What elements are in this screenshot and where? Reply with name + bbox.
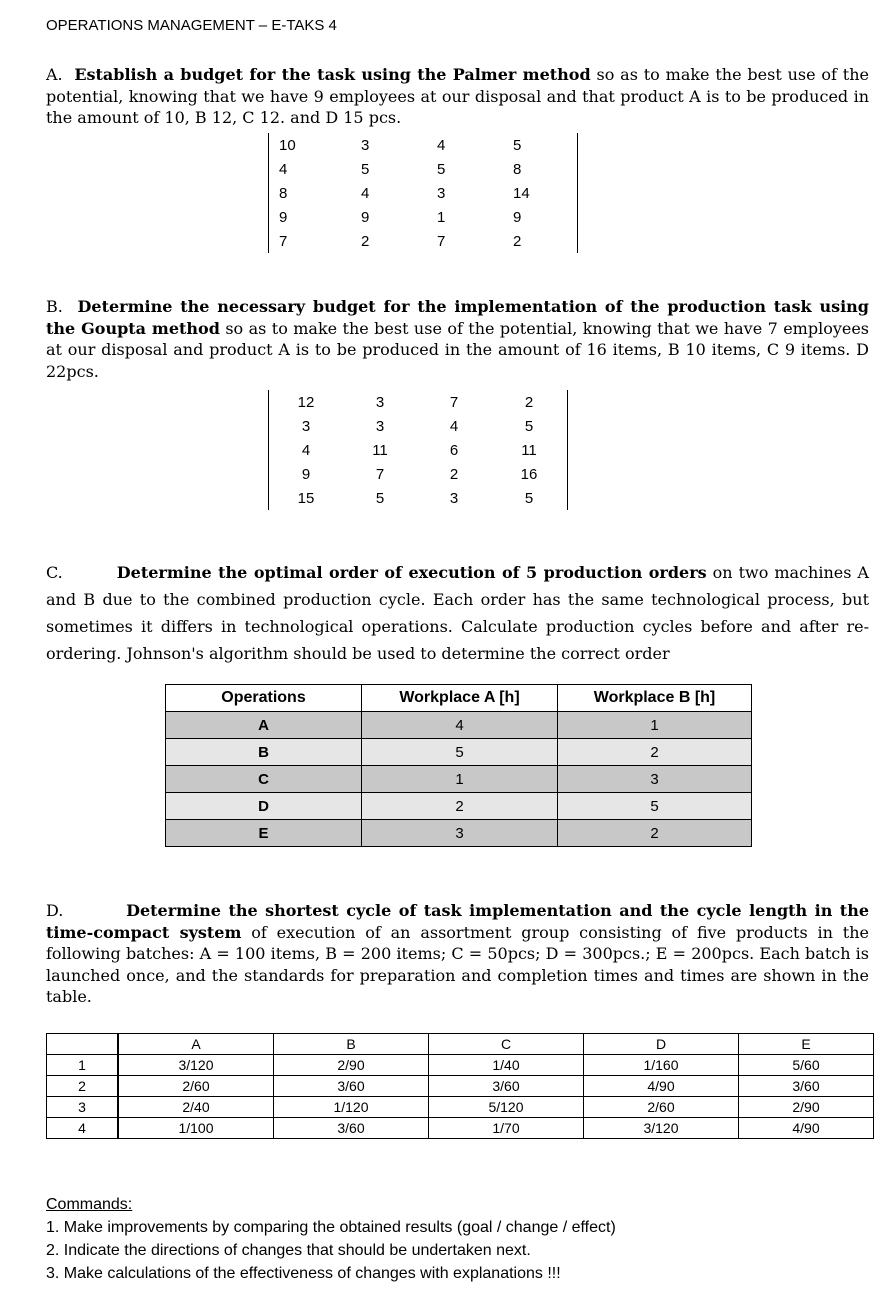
matrix-cell: 9 — [513, 205, 578, 229]
johnson-time: 1 — [362, 766, 558, 793]
times-header-e: E — [739, 1034, 874, 1055]
matrix-cell: 9 — [361, 208, 370, 226]
section-d-letter: D. — [46, 901, 64, 920]
matrix-row — [269, 390, 568, 414]
matrix-cell: 4 — [449, 417, 459, 435]
section-b-heading: Determine the necessary budget for the implementation of the production task using the Goupta method — [46, 297, 869, 338]
times-cell: 3/60 — [274, 1076, 429, 1097]
johnson-time: 2 — [558, 820, 752, 847]
johnson-time: 2 — [558, 739, 752, 766]
times-cell: 1/120 — [274, 1097, 429, 1118]
matrix-cell: 4 — [437, 136, 446, 154]
times-cell: 3/60 — [429, 1076, 584, 1097]
johnson-row — [166, 766, 752, 793]
times-cell: 2/90 — [739, 1097, 874, 1118]
times-cell: 4/90 — [739, 1118, 874, 1139]
times-table — [46, 1033, 874, 1139]
times-header-b: B — [274, 1034, 429, 1055]
johnson-operation: B — [166, 739, 362, 766]
matrix-cell: 3 — [449, 489, 459, 507]
johnson-row — [166, 739, 752, 766]
matrix-cell: 7 — [449, 393, 459, 411]
section-c-heading: Determine the optimal order of execution of 5 production orders — [116, 563, 707, 582]
matrix-cell: 12 — [269, 390, 344, 414]
johnson-operation: C — [166, 766, 362, 793]
commands-heading: Commands: — [46, 1196, 133, 1213]
matrix-cell: 10 — [269, 133, 362, 157]
matrix-cell: 3 — [437, 184, 446, 202]
matrix-cell: 8 — [513, 157, 578, 181]
matrix-cell: 1 — [437, 208, 446, 226]
matrix-cell: 11 — [372, 441, 388, 459]
section-d-heading: Determine the shortest cycle of task implementation and the cycle length in the time-compact system — [46, 901, 870, 942]
matrix-cell: 8 — [269, 181, 362, 205]
times-cell: 1/70 — [429, 1118, 584, 1139]
matrix-cell: 4 — [269, 157, 362, 181]
command-item: 2. Indicate the directions of changes that should be undertaken next. — [46, 1242, 531, 1259]
times-cell: 4/90 — [584, 1076, 739, 1097]
section-b-text — [46, 296, 869, 382]
johnson-time: 4 — [362, 712, 558, 739]
times-cell: 3/120 — [584, 1118, 739, 1139]
times-cell: 2/40 — [118, 1097, 274, 1118]
matrix-row — [269, 157, 578, 181]
times-row — [47, 1076, 874, 1097]
times-header-a: A — [118, 1034, 274, 1055]
matrix-cell: 9 — [269, 205, 362, 229]
times-row-number: 1 — [47, 1055, 119, 1076]
times-row — [47, 1055, 874, 1076]
matrix-cell: 2 — [491, 390, 568, 414]
command-item: 3. Make calculations of the effectiveness of changes with explanations !!! — [46, 1265, 561, 1282]
times-cell: 3/60 — [739, 1076, 874, 1097]
times-row — [47, 1097, 874, 1118]
matrix-cell: 5 — [513, 133, 578, 157]
matrix-cell: 3 — [375, 393, 385, 411]
johnson-operation: D — [166, 793, 362, 820]
johnson-row — [166, 793, 752, 820]
goupta-matrix — [268, 390, 568, 510]
times-header-d: D — [584, 1034, 739, 1055]
times-cell: 2/90 — [274, 1055, 429, 1076]
matrix-row — [269, 414, 568, 438]
matrix-cell: 15 — [269, 486, 344, 510]
times-row-number: 3 — [47, 1097, 119, 1118]
times-row — [47, 1118, 874, 1139]
times-cell: 3/120 — [118, 1055, 274, 1076]
johnson-header-workplace-b: Workplace B [h] — [558, 685, 752, 712]
matrix-cell: 4 — [361, 184, 370, 202]
times-row-number: 4 — [47, 1118, 119, 1139]
matrix-cell: 3 — [361, 136, 370, 154]
document-title: OPERATIONS MANAGEMENT – E-TAKS 4 — [46, 17, 337, 34]
matrix-row — [269, 229, 578, 253]
johnson-time: 3 — [362, 820, 558, 847]
matrix-cell: 5 — [375, 489, 385, 507]
johnson-row — [166, 712, 752, 739]
matrix-row — [269, 438, 568, 462]
matrix-cell: 6 — [449, 441, 459, 459]
matrix-cell: 16 — [491, 462, 568, 486]
matrix-row — [269, 205, 578, 229]
johnson-header-operations: Operations — [166, 685, 362, 712]
section-b-body: so as to make the best use of the potential, knowing that we have 7 employees at our disposal and product A is to be produced in the amount of 16 items, B 10 items, C 9 items. D 22pcs. — [46, 318, 870, 381]
section-d-body: of execution of an assortment group consisting of five products in the following batches: A = 100 items, B = 200 items; C = 50pcs; D = 300pcs.; E = 200pcs. Each batch is launched once, and the standards for preparation and completion times and times are shown in the table. — [46, 922, 869, 1006]
matrix-cell: 4 — [269, 438, 344, 462]
matrix-cell: 5 — [491, 486, 568, 510]
section-b-letter: B. — [46, 297, 63, 316]
times-cell: 1/100 — [118, 1118, 274, 1139]
times-cell: 5/60 — [739, 1055, 874, 1076]
johnson-header-workplace-a: Workplace A [h] — [362, 685, 558, 712]
johnson-time: 1 — [558, 712, 752, 739]
times-cell: 5/120 — [429, 1097, 584, 1118]
section-d-text — [46, 900, 869, 1008]
times-cell: 2/60 — [118, 1076, 274, 1097]
matrix-cell: 2 — [449, 465, 459, 483]
section-c-text — [46, 559, 869, 667]
matrix-cell: 7 — [437, 232, 446, 250]
times-cell: 1/160 — [584, 1055, 739, 1076]
matrix-row — [269, 133, 578, 157]
times-header-c: C — [429, 1034, 584, 1055]
section-a-heading: Establish a budget for the task using the Palmer method — [74, 65, 591, 84]
matrix-cell: 5 — [437, 160, 446, 178]
johnson-time: 5 — [362, 739, 558, 766]
matrix-cell: 11 — [491, 438, 568, 462]
matrix-cell: 5 — [361, 160, 370, 178]
times-cell: 3/60 — [274, 1118, 429, 1139]
matrix-cell: 3 — [375, 417, 385, 435]
matrix-row — [269, 486, 568, 510]
matrix-cell: 5 — [491, 414, 568, 438]
johnson-time: 2 — [362, 793, 558, 820]
section-c-letter: C. — [46, 563, 63, 582]
johnson-operation: A — [166, 712, 362, 739]
palmer-matrix — [268, 133, 578, 253]
matrix-cell: 2 — [513, 229, 578, 253]
section-a-letter: A. — [46, 65, 63, 84]
section-c-body: on two machines A and B due to the combined production cycle. Each order has the same technological process, but sometimes it differs in technological operations. Calculate production cycles before and after re-ordering. Johnson's algorithm should be used to determine the correct order — [46, 563, 869, 663]
section-a-body: so as to make the best use of the potential, knowing that we have 9 employees at our disposal and that product A is to be produced in the amount of 10, B 12, C 12. and D 15 pcs. — [46, 65, 869, 127]
johnson-row — [166, 820, 752, 847]
johnson-time: 5 — [558, 793, 752, 820]
matrix-cell: 2 — [361, 232, 370, 250]
section-a-text — [46, 64, 869, 129]
times-header-corner — [47, 1034, 119, 1055]
johnson-operation: E — [166, 820, 362, 847]
matrix-cell: 7 — [375, 465, 385, 483]
matrix-cell: 7 — [269, 229, 362, 253]
times-cell: 2/60 — [584, 1097, 739, 1118]
times-row-number: 2 — [47, 1076, 119, 1097]
matrix-row — [269, 181, 578, 205]
matrix-row — [269, 462, 568, 486]
matrix-cell: 14 — [513, 181, 578, 205]
johnson-table — [165, 684, 752, 847]
times-cell: 1/40 — [429, 1055, 584, 1076]
johnson-time: 3 — [558, 766, 752, 793]
commands-block — [46, 1193, 616, 1285]
matrix-cell: 9 — [269, 462, 344, 486]
command-item: 1. Make improvements by comparing the obtained results (goal / change / effect) — [46, 1219, 616, 1236]
matrix-cell: 3 — [269, 414, 344, 438]
